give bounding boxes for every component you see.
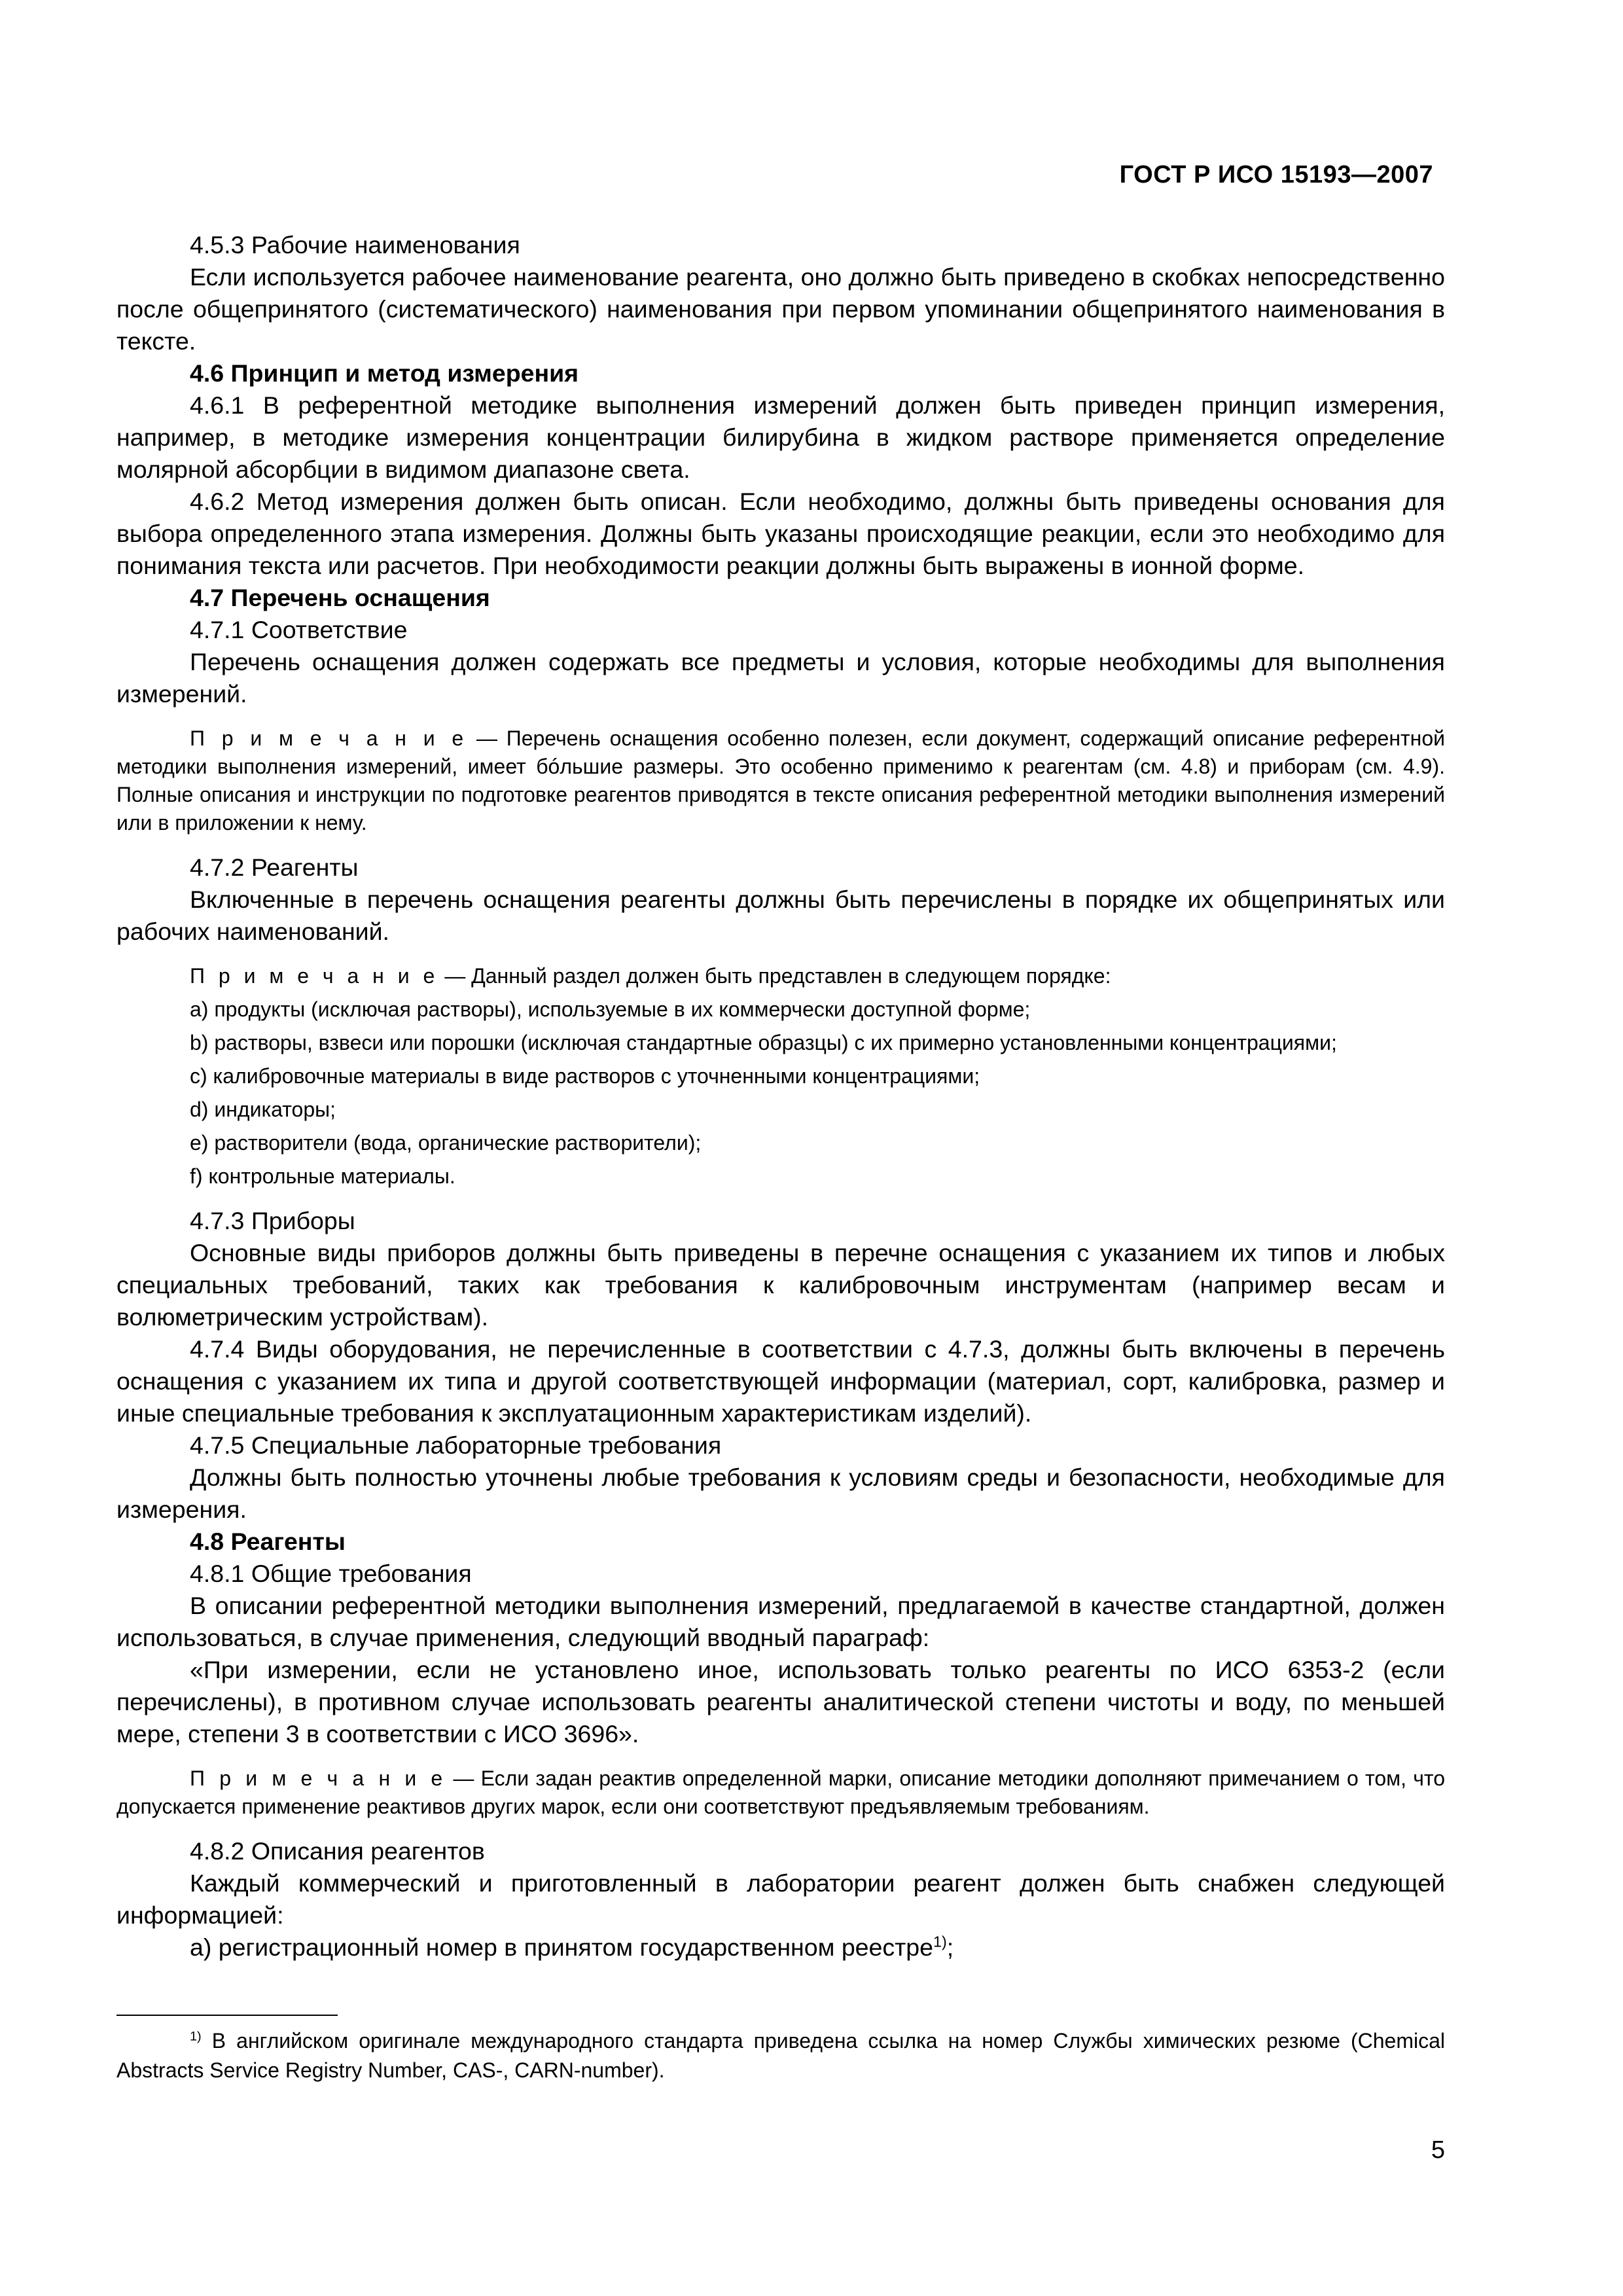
note-list-item: f) контрольные материалы. (190, 1164, 455, 1188)
footnote-separator (116, 2015, 338, 2016)
note (116, 1765, 1445, 1821)
note-list-item: e) растворители (вода, органические растворители); (190, 1131, 702, 1155)
page-number: 5 (1431, 2136, 1445, 2164)
list-item-punctuation: ; (946, 1933, 954, 1961)
section-heading: 4.8 Реагенты (190, 1528, 346, 1555)
paragraph: Включенные в перечень оснащения реагенты должны быть перечислены в порядке их общепринятых или рабочих наименований. (116, 886, 1445, 945)
note-label: П р и м е ч а н и е (190, 726, 468, 750)
quoted-paragraph: «При измерении, если не установлено иное, использовать только реагенты по ИСО 6353-2 (если перечислены), в противном случае использовать реагенты аналитической степени чистоты и воду, по меньшей мере, степени 3 в соответствии с ИСО 3696». (116, 1656, 1445, 1748)
note-list-item: d) индикаторы; (190, 1098, 336, 1121)
paragraph: Если используется рабочее наименование реагента, оно должно быть приведено в скобках непосредственно после общепринятого (систематического) наименования при первом упоминании общепринятого наименования в тексте. (116, 263, 1445, 355)
document-id-header: ГОСТ Р ИСО 15193—2007 (1119, 161, 1433, 188)
paragraph: Основные виды приборов должны быть приведены в перечне оснащения с указанием их типов и любых специальных требований, таких как требования к калибровочным инструментам (например весам и волюметрическим устройствам). (116, 1239, 1445, 1331)
note-text: — Если задан реактив определенной марки, описание методики дополняют примечанием о том, что допускается применение реактивов других марок, если они соответствуют предъявляемым требованиям. (116, 1767, 1446, 1818)
paragraph: Должны быть полностью уточнены любые требования к условиям среды и безопасности, необходимые для измерения. (116, 1463, 1445, 1523)
subsection-heading: 4.8.1 Общие требования (190, 1560, 472, 1587)
section-heading: 4.6 Принцип и метод измерения (190, 359, 579, 387)
subsection-heading: 4.7.5 Специальные лабораторные требования (190, 1431, 722, 1459)
paragraph: 4.7.4 Виды оборудования, не перечисленные в соответствии с 4.7.3, должны быть включены в перечень оснащения с указанием их типа и другой соответствующей информации (материал, сорт, калибровка, размер и иные специальные требования к эксплуатационным характеристикам изделий). (116, 1335, 1445, 1427)
note-list-item: a) продукты (исключая растворы), используемые в их коммерчески доступной форме; (190, 997, 1031, 1021)
subsection-heading: 4.5.3 Рабочие наименования (190, 231, 520, 259)
subsection-heading: 4.7.3 Приборы (190, 1207, 355, 1234)
subsection-heading: 4.8.2 Описания реагентов (190, 1837, 485, 1865)
note-list-item: b) растворы, взвеси или порошки (исключая стандартные образцы) с их примерно установленными концентрациями; (190, 1031, 1337, 1054)
document-body (116, 229, 1445, 1964)
paragraph: В описании референтной методики выполнения измерений, предлагаемой в качестве стандартной, должен использоваться, в случае применения, следующий вводный параграф: (116, 1592, 1445, 1651)
note (116, 962, 1445, 990)
paragraph: Перечень оснащения должен содержать все предметы и условия, которые необходимы для выполнения измерений. (116, 648, 1445, 708)
paragraph: 4.6.1 В референтной методике выполнения измерений должен быть приведен принцип измерения, например, в методике измерения концентрации билирубина в жидком растворе применяется определение молярной абсорбции в видимом диапазоне света. (116, 391, 1445, 483)
note (116, 725, 1445, 837)
list-item (116, 1931, 1445, 1964)
paragraph: 4.6.2 Метод измерения должен быть описан. Если необходимо, должны быть приведены основания для выбора определенного этапа измерения. Должны быть указаны происходящие реакции, если это необходимо для понимания текста или расчетов. При необходимости реакции должны быть выражены в ионной форме. (116, 488, 1445, 579)
footnote-text: В английском оригинале международного стандарта приведена ссылка на номер Службы химических резюме (Chemical Abstracts Service Registry Number, CAS-, CARN-number). (116, 2029, 1445, 2082)
subsection-heading: 4.7.1 Соответствие (190, 616, 408, 643)
note-list-item: c) калибровочные материалы в виде растворов с уточненными концентрациями; (190, 1064, 980, 1088)
note-text: — Данный раздел должен быть представлен в следующем порядке: (438, 964, 1111, 988)
note-label: П р и м е ч а н и е (190, 964, 439, 988)
paragraph: Каждый коммерческий и приготовленный в лаборатории реагент должен быть снабжен следующей информацией: (116, 1869, 1445, 1929)
section-heading: 4.7 Перечень оснащения (190, 584, 490, 611)
list-item-text: a) регистрационный номер в принятом государственном реестре (190, 1933, 934, 1961)
note-label: П р и м е ч а н и е (190, 1767, 447, 1790)
subsection-heading: 4.7.2 Реагенты (190, 853, 359, 881)
footnote-marker: 1) (190, 2029, 202, 2044)
note-text: — Перечень оснащения особенно полезен, если документ, содержащий описание референтной методики выполнения измерений, имеет бóльшие размеры. Это особенно применимо к реагентам (см. 4.8) и приборам (см. 4.9). Полные описания и инструкции по подготовке реагентов приводятся в тексте описания референтной методики выполнения измерений или в приложении к нему. (116, 726, 1445, 834)
footnote (116, 2026, 1445, 2085)
footnote-reference[interactable]: 1) (933, 1933, 947, 1950)
